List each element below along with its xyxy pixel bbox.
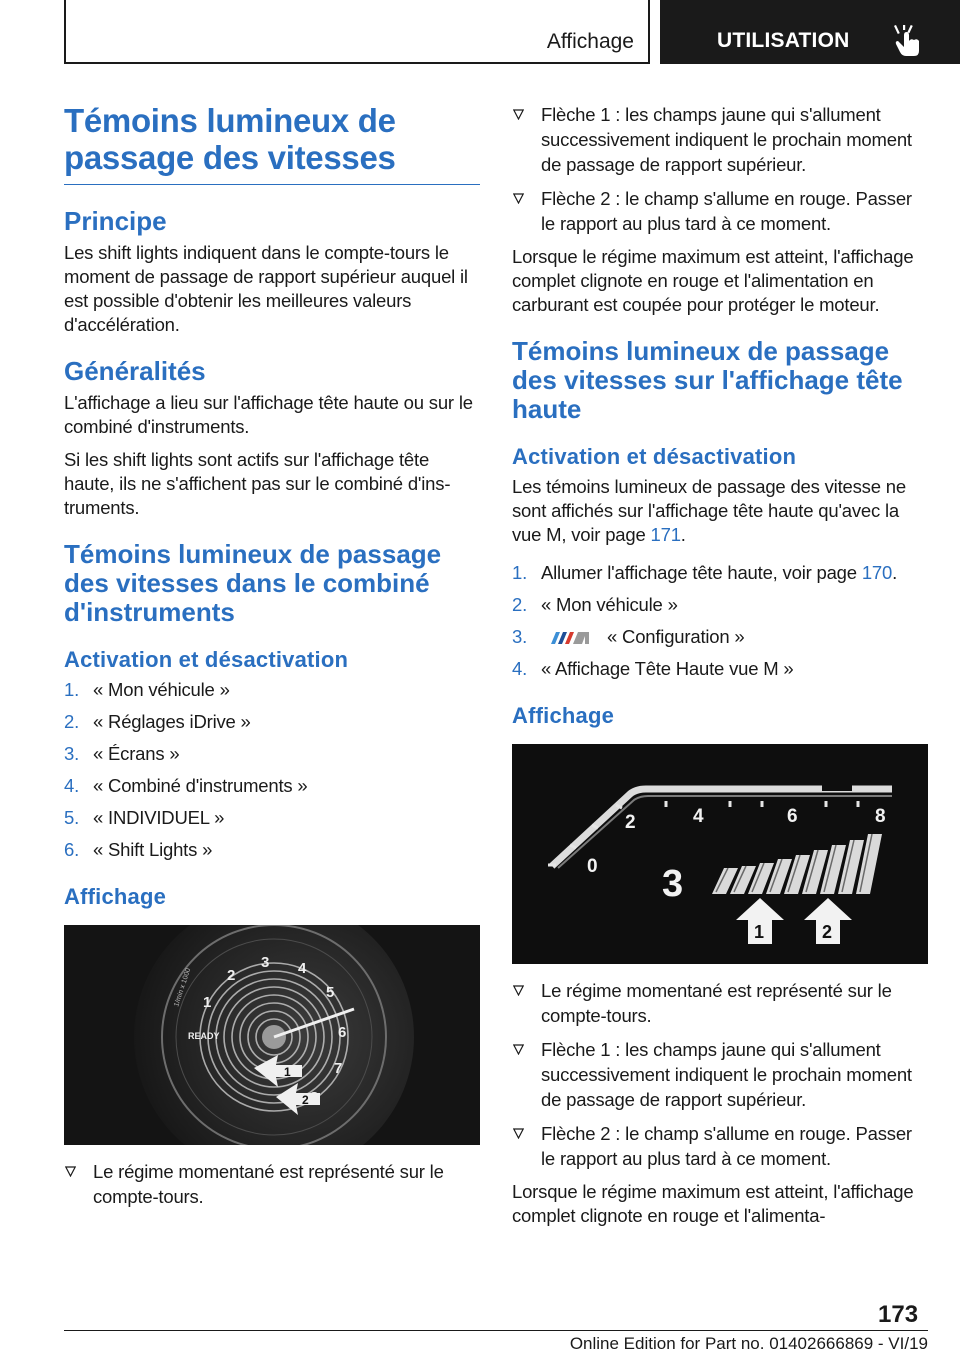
step-text: « Mon véhicule »	[93, 679, 230, 700]
step-text: « Configuration »	[607, 626, 745, 647]
combine-bullets	[64, 1159, 480, 1209]
step-number: 3.	[64, 743, 80, 764]
list-item	[512, 1121, 928, 1171]
section-title: Affichage	[546, 30, 634, 53]
gauge-number-6: 6	[338, 1024, 347, 1041]
arrow-label-2: 2	[822, 922, 833, 942]
list-item	[64, 774, 480, 798]
bullet-text: Flèche 2 : le champ s'allume en rouge. Passer le rapport au plus tard à ce moment.	[541, 188, 912, 234]
arrow-label-1: 1	[284, 1065, 291, 1079]
step-number: 5.	[64, 807, 80, 828]
list-item	[512, 978, 928, 1028]
activation-text-after: .	[680, 524, 686, 545]
principe-text: Les shift lights indiquent dans le compte-tours le moment de passage de rapport supérieur auquel il est possible d'obtenir les meilleures valeurs d'accélération.	[64, 242, 468, 335]
chapter-tab[interactable]	[660, 0, 960, 64]
list-item	[64, 838, 480, 862]
step-text: « Combiné d'instruments »	[93, 775, 308, 796]
scale-number-4: 4	[693, 806, 704, 827]
list-item	[512, 1037, 928, 1112]
list-item	[64, 678, 480, 702]
instrument-cluster-figure	[64, 925, 480, 1145]
step-text: « Shift Lights »	[93, 839, 213, 860]
hud-activation-text	[512, 475, 928, 547]
max-rpm-text-continued: Lorsque le régime maximum est atteint, l'affichage complet clignote en rouge et l'alimenta-	[512, 1181, 914, 1226]
list-item	[64, 710, 480, 734]
list-item	[64, 742, 480, 766]
bullet-text: Le régime momentané est représenté sur le compte-tours.	[541, 980, 892, 1026]
combine-steps-list	[64, 678, 480, 862]
footer-divider	[64, 1330, 928, 1331]
scale-number-6: 6	[787, 806, 798, 827]
chapter-title: Témoins lumineux de passage des vitesses	[64, 102, 480, 185]
gauge-number-5: 5	[326, 984, 335, 1001]
hand-pointer-icon	[894, 25, 924, 57]
bullet-text: Le régime momentané est représenté sur le compte-tours.	[93, 1161, 444, 1207]
activation-text-before: Les témoins lumineux de passage des vitesse ne sont affichés sur l'affichage tête haute qu'avec la vue M, voir page	[512, 476, 906, 545]
list-item	[64, 806, 480, 830]
step-number: 2.	[64, 711, 80, 732]
list-item	[512, 186, 928, 236]
hud-activation-heading: Activation et désactivation	[512, 444, 797, 469]
page-link-171[interactable]: 171	[650, 524, 681, 545]
triangle-bullet-icon	[513, 1128, 524, 1139]
arrow-label-2: 2	[302, 1093, 309, 1107]
step-text: « Réglages iDrive »	[93, 711, 251, 732]
bullet-text: Flèche 1 : les champs jaune qui s'allument successivement indiquent le prochain moment de passage de rapport supérieur.	[541, 104, 912, 175]
generalites-heading: Généralités	[64, 356, 206, 386]
head-up-display-figure	[512, 744, 928, 964]
gear-indicator: 3	[662, 863, 684, 905]
step-number: 1.	[512, 562, 528, 583]
bullet-text: Flèche 2 : le champ s'allume en rouge. Passer le rapport au plus tard à ce moment.	[541, 1123, 912, 1169]
step-text: « Écrans »	[93, 743, 180, 764]
ready-label: READY	[188, 1031, 220, 1041]
list-item	[512, 625, 928, 649]
combine-heading: Témoins lumineux de passage des vitesses dans le combiné d'instruments	[64, 539, 442, 627]
triangle-bullet-icon	[65, 1166, 76, 1177]
hud-shift-lights-illustration	[512, 744, 928, 964]
step-number: 6.	[64, 839, 80, 860]
step-text: « INDIVIDUEL »	[93, 807, 225, 828]
triangle-bullet-icon	[513, 985, 524, 996]
page-link-170[interactable]: 170	[861, 562, 893, 583]
triangle-bullet-icon	[513, 1044, 524, 1055]
max-rpm-text: Lorsque le régime maximum est atteint, l'affichage complet clignote en rouge et l'alimentation en carburant est coupée pour protéger le moteur.	[512, 246, 914, 315]
list-item	[64, 1159, 480, 1209]
gauge-number-3: 3	[261, 954, 270, 971]
right-column	[512, 102, 928, 1237]
list-item	[512, 593, 928, 617]
left-column	[64, 102, 480, 1218]
step-number: 1.	[64, 679, 80, 700]
m-logo-icon	[547, 631, 591, 645]
triangle-bullet-icon	[513, 109, 524, 120]
generalites-text-2: Si les shift lights sont actifs sur l'affichage tête haute, ils ne s'affichent pas sur le combiné d'instruments.	[64, 449, 451, 518]
page-number: 173	[878, 1301, 919, 1328]
combine-affichage-heading: Affichage	[64, 884, 167, 909]
step-number: 4.	[512, 658, 528, 679]
gauge-number-1: 1	[203, 994, 212, 1011]
scale-number-0: 0	[587, 856, 598, 877]
triangle-bullet-icon	[513, 193, 524, 204]
list-item	[512, 102, 928, 177]
step-text-after: .	[892, 562, 898, 583]
top-bullets	[512, 102, 928, 236]
list-item	[512, 561, 928, 585]
hud-bullets	[512, 978, 928, 1171]
scale-number-2: 2	[625, 812, 636, 833]
chapter-tab-label: UTILISATION	[717, 29, 850, 52]
hud-steps-list	[512, 561, 928, 681]
hud-affichage-heading: Affichage	[512, 703, 615, 728]
edition-note: Online Edition for Part no. 01402666869 - VI/19	[569, 1334, 928, 1353]
principe-heading: Principe	[64, 206, 167, 236]
tachometer-illustration	[64, 925, 480, 1145]
step-text: « Mon véhicule »	[541, 594, 678, 615]
scale-number-8: 8	[875, 806, 886, 827]
header-frame	[64, 0, 650, 64]
gauge-number-2: 2	[227, 967, 236, 984]
step-text: Allumer l'affichage tête haute, voir page	[541, 562, 862, 583]
generalites-text-1: L'affichage a lieu sur l'affichage tête haute ou sur le combiné d'instruments.	[64, 392, 473, 437]
step-number: 3.	[512, 626, 528, 647]
gauge-number-7: 7	[334, 1060, 343, 1077]
hud-heading: Témoins lumineux de passage des vitesses sur l'affichage tête haute	[512, 336, 903, 424]
unit-label: 1/min x 1000	[173, 967, 193, 1008]
arrow-label-1: 1	[754, 922, 765, 942]
bullet-text: Flèche 1 : les champs jaune qui s'allument successivement indiquent le prochain moment de passage de rapport supérieur.	[541, 1039, 912, 1110]
combine-activation-heading: Activation et désactivation	[64, 647, 349, 672]
step-number: 2.	[512, 594, 528, 615]
step-text: « Affichage Tête Haute vue M »	[541, 658, 794, 679]
step-number: 4.	[64, 775, 80, 796]
list-item	[512, 657, 928, 681]
gauge-number-4: 4	[298, 960, 307, 977]
